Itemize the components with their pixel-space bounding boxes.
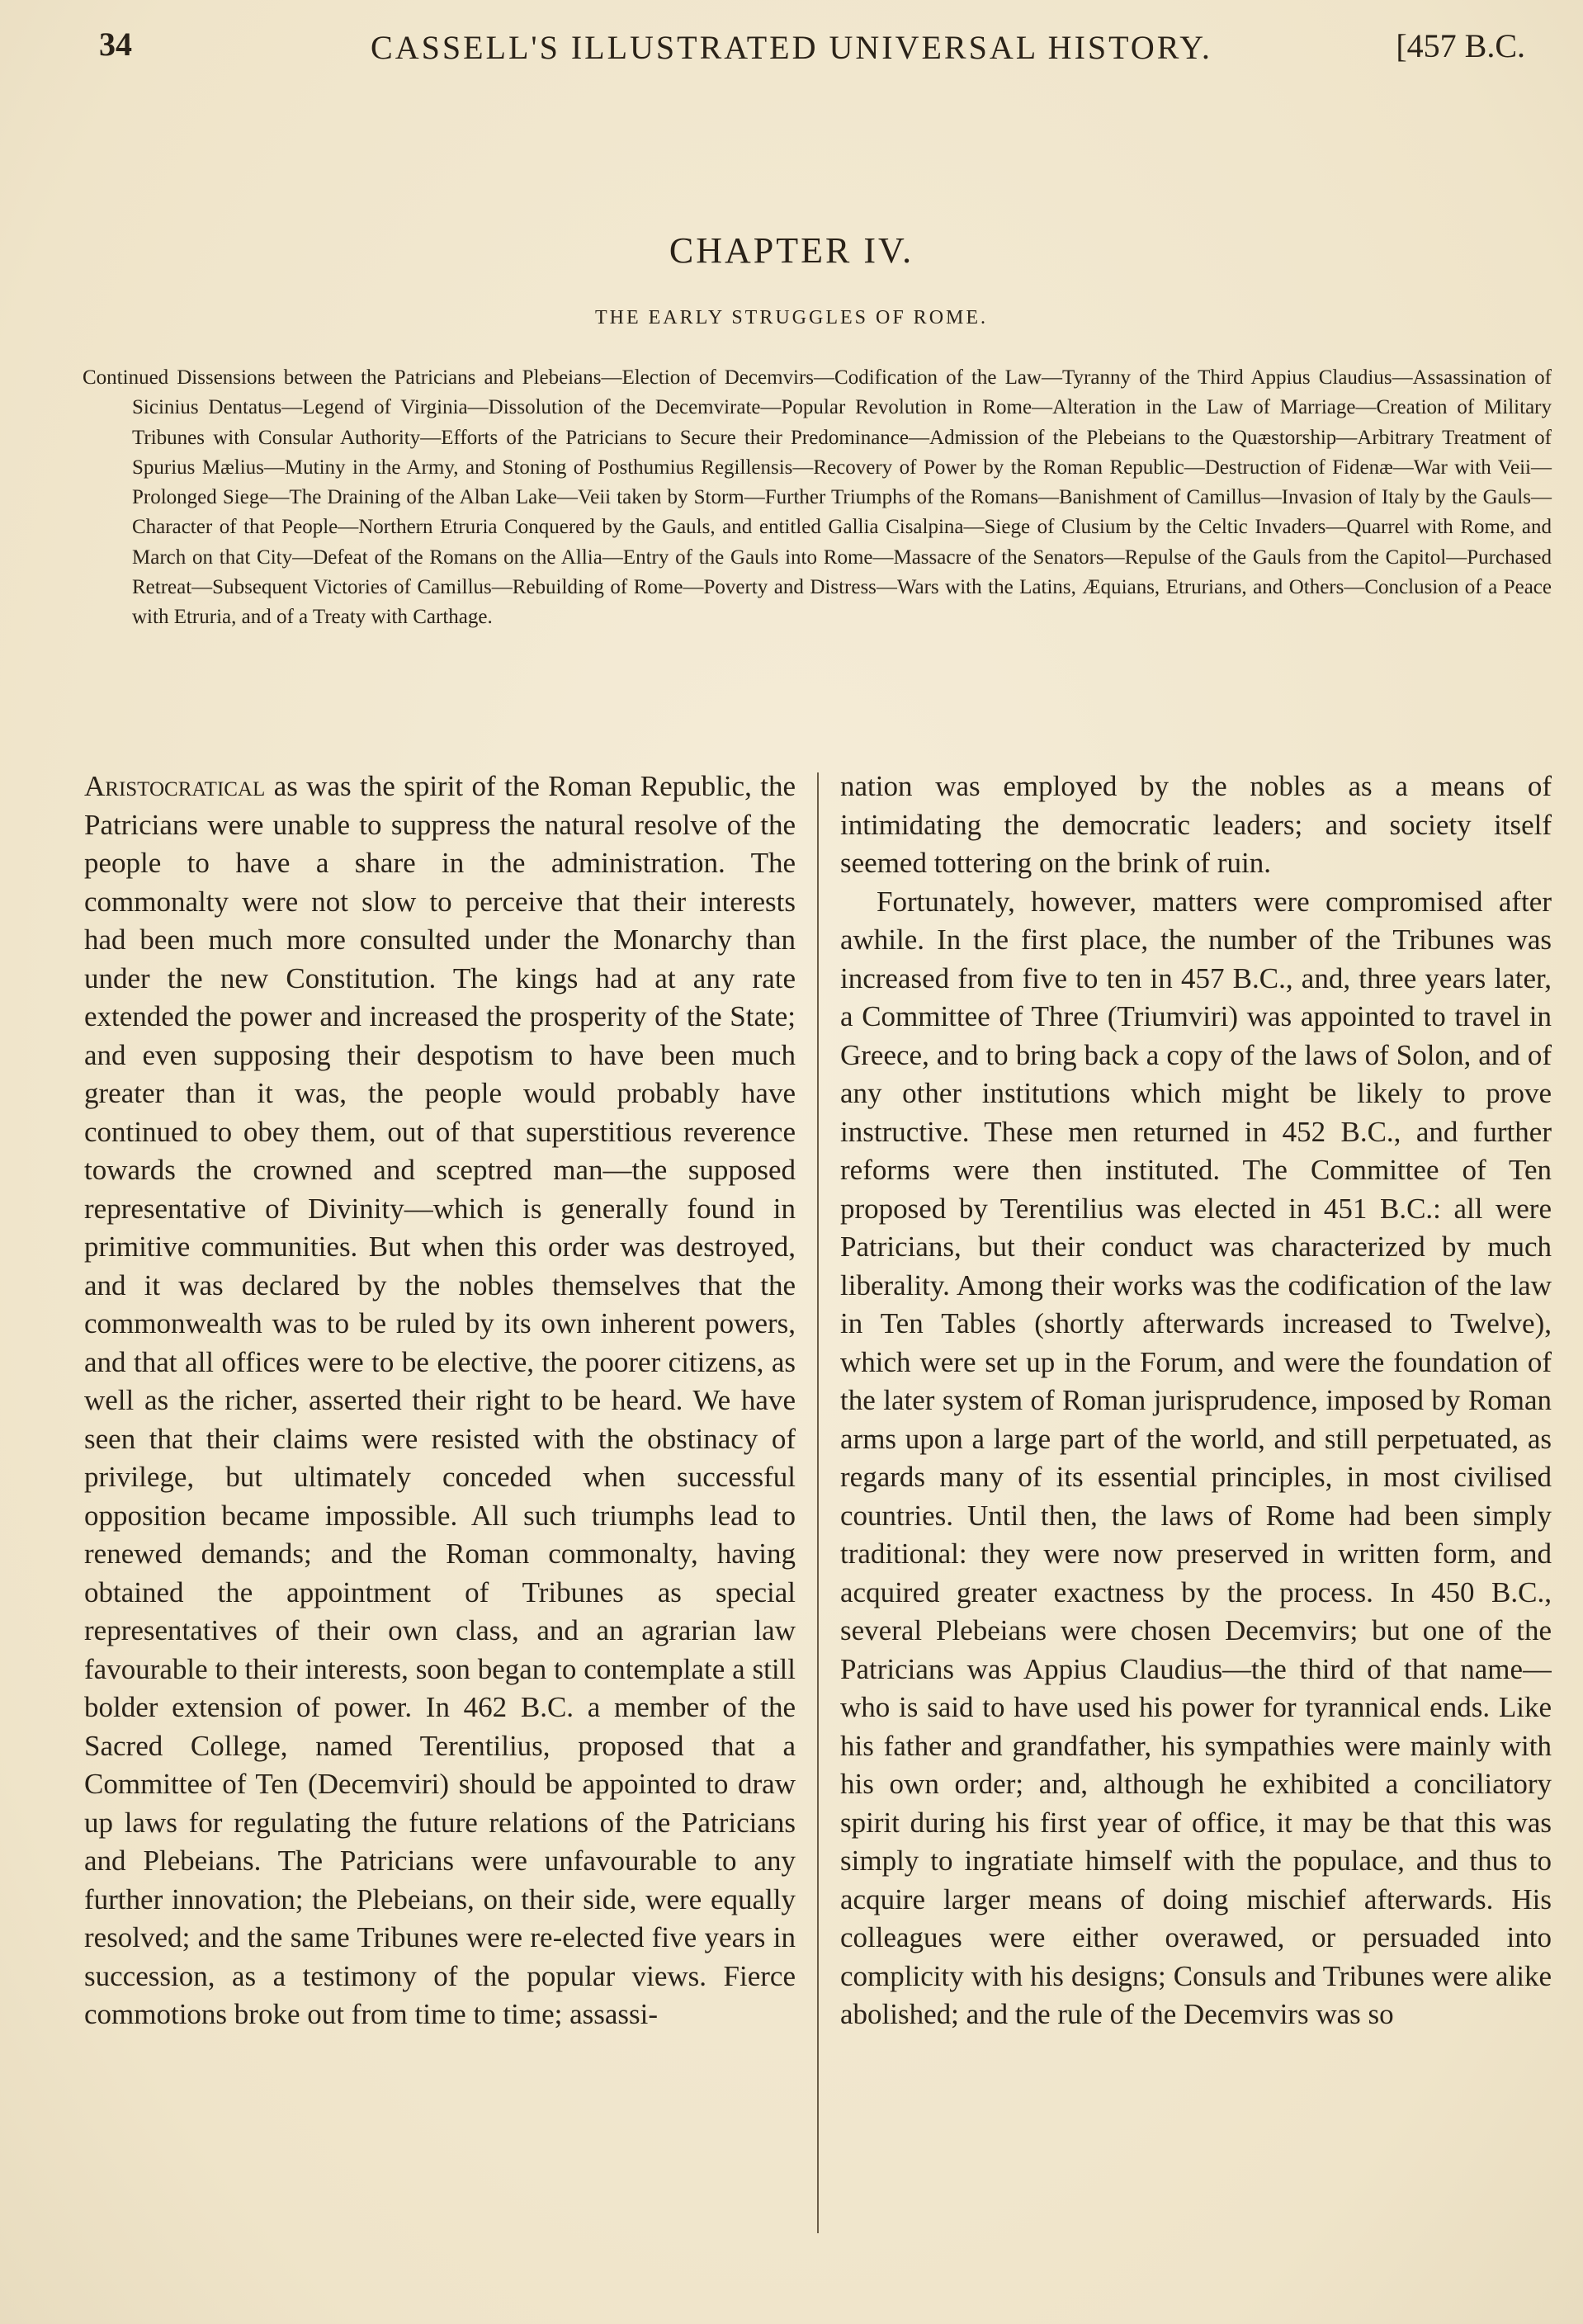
- running-title: CASSELL'S ILLUSTRATED UNIVERSAL HISTORY.: [371, 29, 1212, 66]
- left-column: [84, 768, 796, 2245]
- page-number: 34: [99, 26, 132, 63]
- paragraph: Fortunately, however, matters were compromised after awhile. In the first place, the number of the Tribunes was increased from five to ten in 457 B.C., and, three years later, a Committee of Three (Triumviri) was appointed to travel in Greece, and to bring back a copy of the laws of Solon, and of any other institutions which might be likely to prove instructive. These men returned in 452 B.C., and further reforms were then instituted. The Committee of Ten proposed by Terentilius was elected in 451 B.C.: all were Patricians, but their conduct was characterized by much liberality. Among their works was the codification of the law in Ten Tables (shortly afterwards increased to Twelve), which were set up in the Forum, and were the foundation of the later system of Roman jurisprudence, imposed by Roman arms upon a large part of the world, and still perpetuated, as regards many of its essential principles, in most civilised countries. Until then, the laws of Rome had been simply traditional: they were now preserved in written form, and acquired greater exactness by the process. In 450 B.C., several Plebeians were chosen Decemvirs; but one of the Patricians was Appius Claudius—the third of that name—who is said to have used his power for tyrannical ends. Like his father and grandfather, his sympathies were mainly with his own order; and, although he exhibited a conciliatory spirit during his first year of office, it may be that this was simply to ingratiate himself with the populace, and thus to acquire larger means of doing mischief afterwards. His colleagues were either overawed, or persuaded into complicity with his designs; Consuls and Tribunes were alike abolished; and the rule of the Decemvirs was so: [840, 885, 1552, 2030]
- small-caps-lead: Aristocratical: [84, 770, 266, 802]
- body-columns: [84, 768, 1552, 2245]
- running-head: [83, 25, 1525, 74]
- column-divider: [817, 772, 819, 2233]
- paragraph: [84, 768, 796, 2034]
- right-column: [840, 768, 1552, 2245]
- paragraph-text: as was the spirit of the Roman Republic, the Patricians were unable to suppress the natural resolve of the people to have a share in the administration. The commonalty were not slow to perceive that their interests had been much more consulted under the Monarchy than under the new Constitution. The kings had at any rate extended the power and increased the prosperity of the State; and even supposing their despotism to have been much greater than it was, the people would probably have continued to obey them, out of that superstitious reverence towards the crowned and sceptred man—the supposed representative of Divinity—which is generally found in primitive communities. But when this order was destroyed, and it was declared by the nobles themselves that the commonwealth was to be ruled by its own inherent powers, and that all offices were to be elective, the poorer citizens, as well as the richer, asserted their right to be heard. We have seen that their claims were resisted with the obstinacy of privilege, but ultimately conceded when successful opposition became impossible. All such triumphs lead to renewed demands; and the Roman commonalty, having obtained the appointment of Tribunes as special representatives of their own class, and an agrarian law favourable to their interests, soon began to contemplate a still bolder extension of power. In 462 B.C. a member of the Sacred College, named Terentilius, proposed that a Committee of Ten (Decemviri) should be appointed to draw up laws for regulating the future relations of the Patricians and Plebeians. The Patricians were unfavourable to any further innovation; the Plebeians, on their side, were equally resolved; and the same Tribunes were re-elected five years in succession, as a testimony of the popular views. Fierce commotions broke out from time to time; assassi-: [84, 770, 796, 2030]
- chapter-title: CHAPTER IV.: [669, 230, 914, 271]
- chapter-subtitle: THE EARLY STRUGGLES OF ROME.: [594, 307, 989, 328]
- paragraph: nation was employed by the nobles as a means of intimidating the democratic leaders; and society itself seemed tottering on the brink of ruin.: [840, 770, 1552, 879]
- chapter-synopsis: Continued Dissensions between the Patricians and Plebeians—Election of Decemvirs—Codification of the Law—Tyranny of the Third Appius Claudius—Assassination of Sicinius Dentatus—Legend of Virginia—Dissolution of the Decemvirate—Popular Revolution in Rome—Alteration in the Law of Marriage—Creation of Military Tribunes with Consular Authority—Efforts of the Patricians to Secure their Predominance—Admission of the Plebeians to the Quæstorship—Arbitrary Treatment of Spurius Mælius—Mutiny in the Army, and Stoning of Posthumius Regillensis—Recovery of Power by the Roman Republic—Destruction of Fidenæ—War with Veii—Prolonged Siege—The Draining of the Alban Lake—Veii taken by Storm—Further Triumphs of the Romans—Banishment of Camillus—Invasion of Italy by the Gauls—Character of that People—Northern Etruria Conquered by the Gauls, and entitled Gallia Cisalpina—Siege of Clusium by the Celtic Invaders—Quarrel with Rome, and March on that City—Defeat of the Romans on the Allia—Entry of the Gauls into Rome—Massacre of the Senators—Repulse of the Gauls from the Capitol—Purchased Retreat—Subsequent Victories of Camillus—Rebuilding of Rome—Poverty and Distress—Wars with the Latins, Æquians, Etrurians, and Others—Conclusion of a Peace with Etruria, and of a Treaty with Carthage.: [83, 366, 1552, 629]
- running-date: [457 B.C.: [1396, 27, 1525, 64]
